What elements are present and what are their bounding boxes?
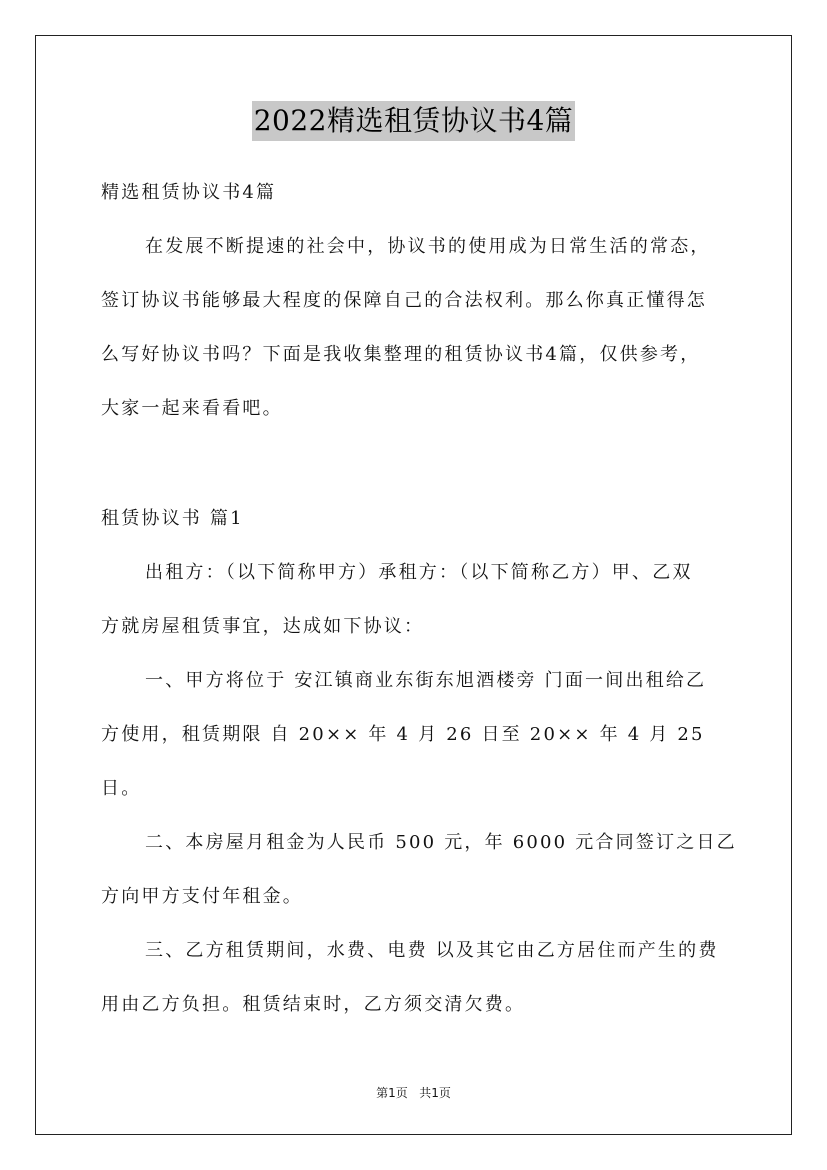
paragraph-line: 方使用，租赁期限 自 20×× 年 4 月 26 日至 20×× 年 4 月 25 bbox=[101, 724, 705, 745]
section-heading: 租赁协议书 篇1 bbox=[101, 508, 244, 529]
intro-line: 么写好协议书吗？下面是我收集整理的租赁协议书4篇，仅供参考， bbox=[101, 344, 701, 365]
paragraph-line: 用由乙方负担。租赁结束时，乙方须交清欠费。 bbox=[101, 994, 526, 1015]
intro-line: 在发展不断提速的社会中，协议书的使用成为日常生活的常态， bbox=[145, 236, 711, 257]
paragraph-line: 日。 bbox=[101, 778, 142, 799]
title-container bbox=[0, 101, 827, 141]
document-title: 2022精选租赁协议书4篇 bbox=[252, 101, 576, 141]
paragraph-line: 三、乙方租赁期间，水费、电费 以及其它由乙方居住而产生的费 bbox=[145, 940, 719, 961]
paragraph-line: 一、甲方将位于 安江镇商业东街东旭酒楼旁 门面一间出租给乙 bbox=[145, 670, 707, 691]
subtitle: 精选租赁协议书4篇 bbox=[101, 182, 277, 203]
paragraph-line: 二、本房屋月租金为人民币 500 元，年 6000 元合同签订之日乙 bbox=[145, 832, 737, 853]
paragraph-line: 出租方：（以下简称甲方）承租方：（以下简称乙方）甲、乙双 bbox=[145, 562, 693, 583]
paragraph-line: 方就房屋租赁事宜，达成如下协议： bbox=[101, 616, 425, 637]
page-footer: 第1页 共1页 bbox=[376, 1086, 451, 1100]
intro-line: 大家一起来看看吧。 bbox=[101, 398, 283, 419]
paragraph-line: 方向甲方支付年租金。 bbox=[101, 886, 303, 907]
intro-line: 签订协议书能够最大程度的保障自己的合法权利。那么你真正懂得怎 bbox=[101, 290, 707, 311]
